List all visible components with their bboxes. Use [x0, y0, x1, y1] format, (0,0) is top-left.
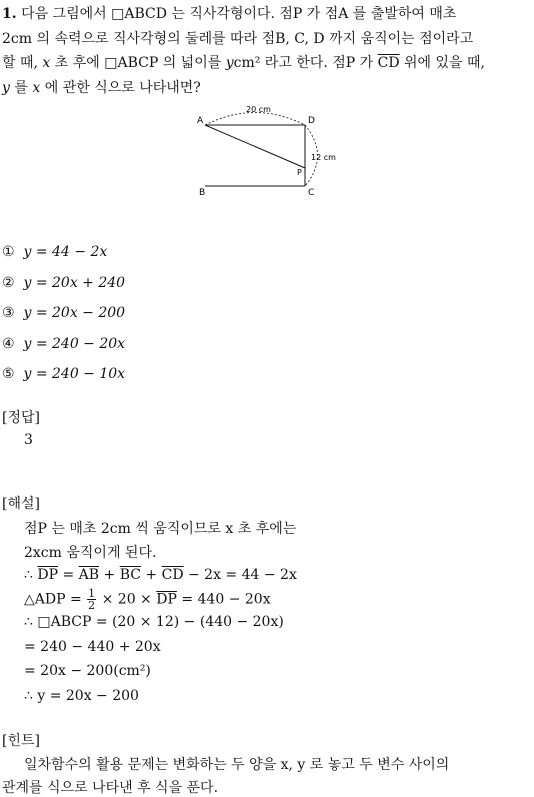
question-number: 1.: [2, 6, 17, 22]
l4-part-c: = 440 − 20x: [176, 591, 271, 608]
hint-line-2: 관계를 식으로 나타낸 후 식을 푼다.: [2, 780, 219, 796]
choice-4-formula: y = 240 − 20x: [23, 336, 126, 352]
q3-segment-cd: $\overline{CD}$: [377, 55, 400, 71]
answer-value: 3: [24, 432, 33, 448]
choice-3-formula: y = 20x − 200: [23, 305, 126, 321]
choice-3-marker: ③: [2, 305, 15, 321]
fraction-numerator: 1: [88, 587, 96, 600]
explanation-line-8: ∴ y = 20x − 200: [24, 688, 139, 704]
hint-line-1: 일차함수의 활용 문제는 변화하는 두 양을 x, y 로 놓고 두 변수 사이의: [24, 757, 450, 773]
explanation-line-6: = 240 − 440 + 20x: [24, 639, 161, 655]
q4-var-x: x: [32, 80, 41, 96]
choice-1[interactable]: [2, 244, 107, 260]
l3-seg-ab: $\overline{AB}$: [78, 567, 100, 583]
q4-part-a: 를: [9, 80, 33, 96]
segment-ap: [205, 125, 305, 168]
choice-4-marker: ④: [2, 336, 15, 352]
question-line-4: [2, 77, 201, 97]
q4-part-b: 에 관한 식으로 나타내면?: [40, 80, 201, 96]
explanation-line-5: ∴ □ABCP = (20 × 12) − (440 − 20x): [24, 614, 284, 630]
q3-var-y: y: [225, 55, 234, 71]
question-line-1: [2, 3, 456, 23]
q3-part-a: 할 때,: [2, 55, 43, 71]
l3-part-c: +: [99, 567, 120, 583]
length-right: 12 cm: [311, 153, 336, 162]
question-line-2: 2cm 의 속력으로 직사각형의 둘레를 따라 점B, C, D 까지 움직이는 점이라고: [2, 31, 474, 47]
choice-2[interactable]: [2, 275, 125, 291]
l3-part-e: − 2x = 44 − 2x: [183, 567, 297, 583]
question-line-3: [2, 52, 485, 72]
choice-4[interactable]: [2, 336, 125, 352]
q4-var-y: y: [2, 80, 10, 96]
explanation-line-4: [24, 588, 271, 611]
choice-3[interactable]: [2, 305, 125, 321]
choice-1-marker: ①: [2, 244, 15, 260]
l3-part-a: ∴: [24, 567, 38, 583]
choice-2-marker: ②: [2, 275, 15, 291]
answer-heading: [정답]: [2, 410, 40, 426]
label-p: P: [297, 168, 302, 177]
q3-part-c: cm² 라고 한다. 점P 가: [233, 55, 378, 71]
choice-2-formula: y = 20x + 240: [23, 275, 126, 291]
rectangle-figure: [190, 106, 350, 200]
q3-part-d: 위에 있을 때,: [399, 55, 485, 71]
fraction-denominator: 2: [88, 599, 96, 612]
q3-var-x: x: [42, 55, 51, 71]
explanation-line-2: 2xcm 움직이게 된다.: [24, 545, 157, 561]
hint-heading: [힌트]: [2, 733, 40, 749]
l4-seg-dp: $\overline{DP}$: [156, 591, 177, 608]
explanation-line-7: = 20x − 200(cm²): [24, 663, 151, 679]
choice-1-formula: y = 44 − 2x: [23, 244, 108, 260]
l4-part-a: △ADP =: [24, 591, 87, 608]
l3-part-b: =: [58, 567, 79, 583]
label-b: B: [199, 188, 206, 198]
l3-part-d: +: [140, 567, 162, 583]
l3-seg-cd: $\overline{CD}$: [161, 567, 184, 583]
fraction-half: [87, 588, 96, 611]
l3-seg-bc: $\overline{BC}$: [119, 567, 141, 583]
choice-5[interactable]: [2, 366, 125, 382]
explanation-heading: [해설]: [2, 496, 40, 512]
explanation-line-1: 점P 는 매초 2cm 씩 움직이므로 x 초 후에는: [24, 521, 297, 537]
l4-part-b: × 20 ×: [97, 591, 157, 608]
length-top: 20 cm: [246, 106, 271, 114]
choice-5-marker: ⑤: [2, 366, 15, 382]
dimension-arc-top: [205, 113, 305, 126]
choice-5-formula: y = 240 − 10x: [23, 366, 126, 382]
label-c: C: [308, 188, 315, 198]
explanation-line-3: [24, 567, 297, 583]
label-d: D: [308, 116, 315, 126]
label-a: A: [197, 116, 204, 126]
l3-seg-dp: $\overline{DP}$: [37, 567, 59, 583]
question-text-1: 다음 그림에서 □ABCD 는 직사각형이다. 점P 가 점A 를 출발하여 매초: [21, 6, 457, 22]
q3-part-b: 초 후에 □ABCP 의 넓이를: [50, 55, 226, 71]
